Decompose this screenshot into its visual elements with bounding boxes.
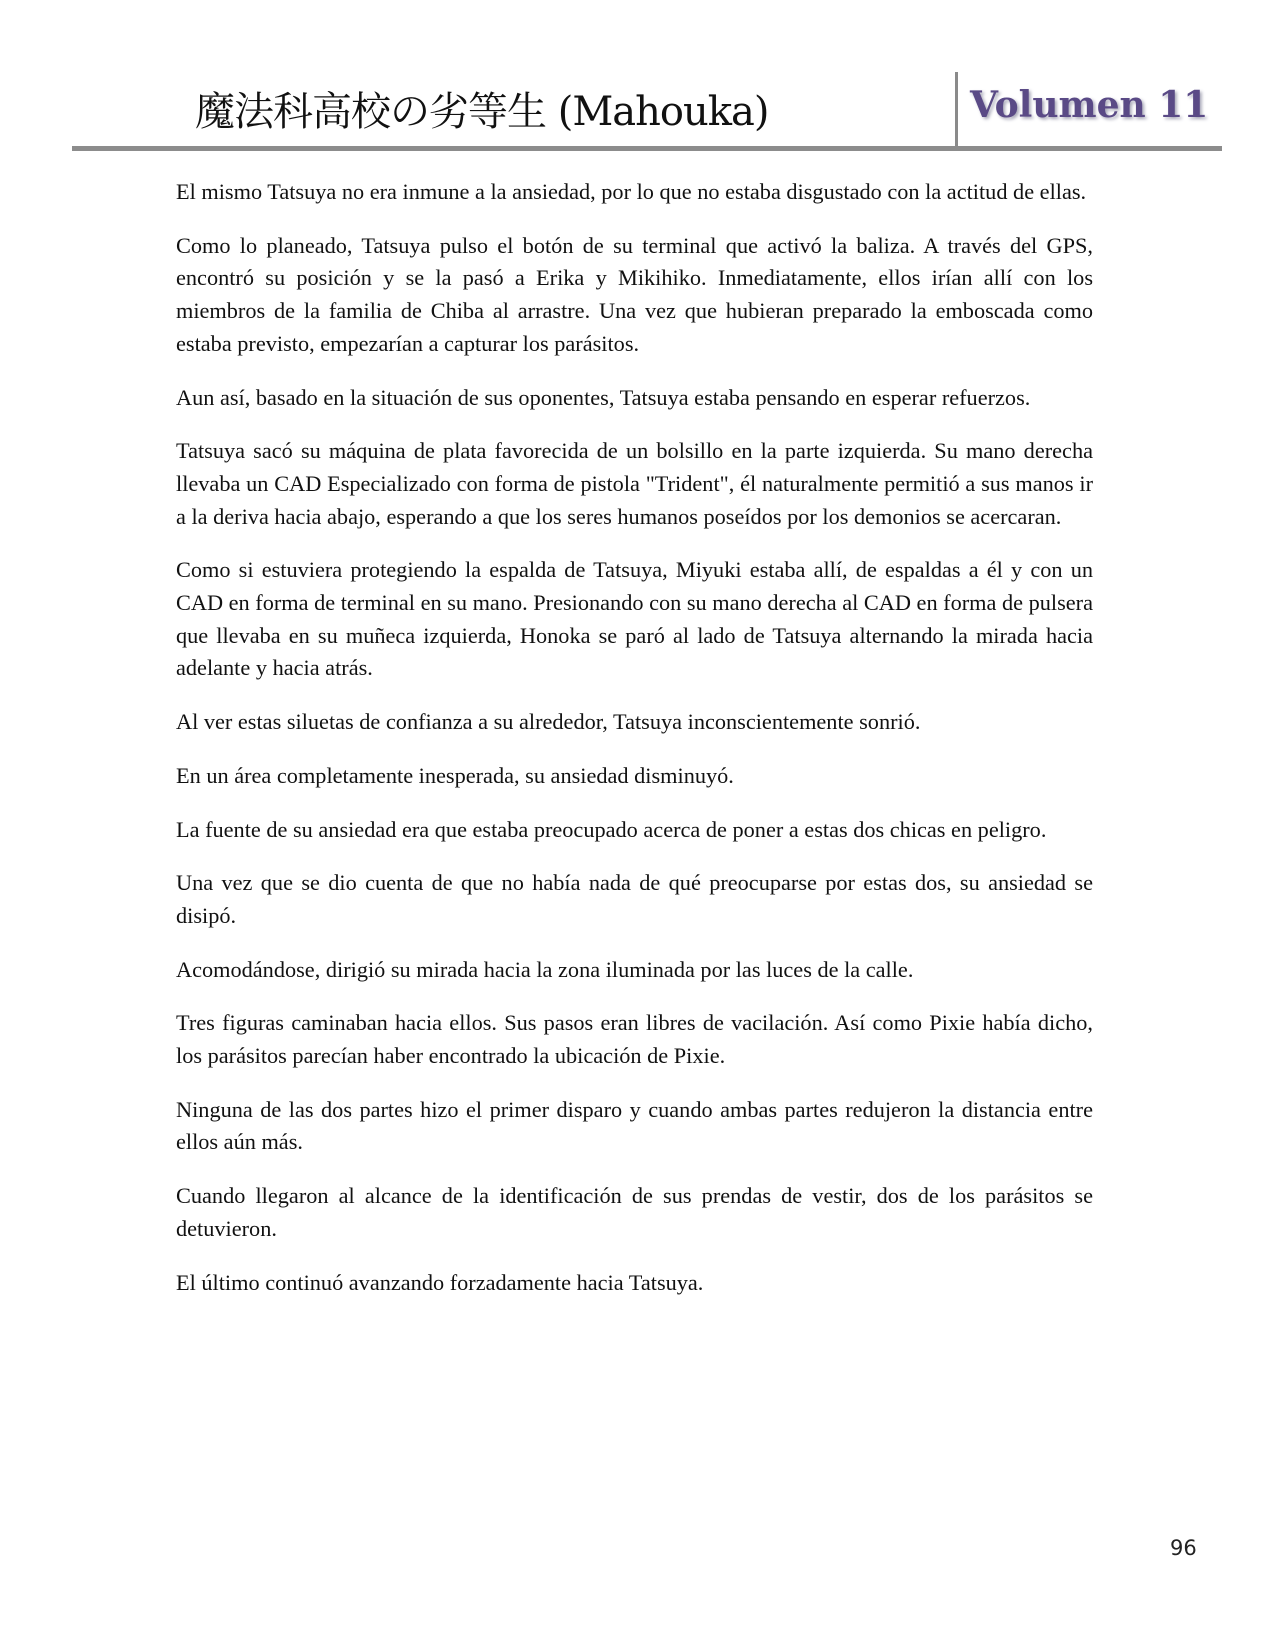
paragraph: En un área completamente inesperada, su ansiedad disminuyó. — [176, 762, 734, 788]
paragraph: Tres figuras caminaban hacia ellos. Sus pasos eran libres de vacilación. Así como Pixie había dicho, los parásitos parecían haber encontrado la ubicación de Pixie. — [176, 1010, 1093, 1069]
paragraph: El mismo Tatsuya no era inmune a la ansiedad, por lo que no estaba disgustado con la actitud de ellas. — [176, 179, 1087, 204]
volume-label: Volumen 11 — [970, 84, 1209, 126]
header-rule — [72, 146, 1222, 151]
header-divider — [955, 72, 958, 150]
paragraph: Tatsuya sacó su máquina de plata favorecida de un bolsillo en la parte izquierda. Su mano derecha llevaba un CAD Especializado con forma de pistola "Trident", él naturalmente permitió a sus manos ir a la deriva hacia abajo, esperando a que los seres humanos poseídos por los demonios se acercaran. — [176, 438, 1093, 529]
paragraph: La fuente de su ansiedad era que estaba preocupado acerca de poner a estas dos chicas en peligro. — [176, 816, 1047, 842]
paragraph: Una vez que se dio cuenta de que no había nada de qué preocuparse por estas dos, su ansiedad se disipó. — [176, 870, 1093, 928]
paragraph: Como lo planeado, Tatsuya pulso el botón de su terminal que activó la baliza. A través del GPS, encontró su posición y se la pasó a Erika y Mikihiko. Inmediatamente, ellos irían allí con los miembros de la familia de Chiba al arrastre. Una vez que hubieran preparado la emboscada como estaba previsto, empezarían a capturar los parásitos. — [176, 232, 1093, 356]
paragraph: Ninguna de las dos partes hizo el primer disparo y cuando ambas partes redujeron la distancia entre ellos aún más. — [176, 1096, 1093, 1155]
paragraph: Aun así, basado en la situación de sus oponentes, Tatsuya estaba pensando en esperar refuerzos. — [176, 384, 1031, 410]
paragraph: Al ver estas siluetas de confianza a su alrededor, Tatsuya inconscientemente sonrió. — [176, 709, 921, 735]
paragraph: Cuando llegaron al alcance de la identificación de sus prendas de vestir, dos de los parásitos se detuvieron. — [176, 1183, 1093, 1241]
paragraph: El último continuó avanzando forzadamente hacia Tatsuya. — [176, 1269, 704, 1295]
page-header — [0, 0, 1275, 160]
series-title: 魔法科高校の劣等生 (Mahouka) — [195, 89, 769, 135]
paragraph: Como si estuviera protegiendo la espalda de Tatsuya, Miyuki estaba allí, de espaldas a él y con un CAD en forma de terminal en su mano. Presionando con su mano derecha al CAD en forma de pulsera que llevaba en su muñeca izquierda, Honoka se paró al lado de Tatsuya alternando la mirada hacia adelante y hacia atrás. — [176, 557, 1093, 681]
body-text — [176, 176, 1093, 1320]
paragraph: Acomodándose, dirigió su mirada hacia la zona iluminada por las luces de la calle. — [176, 956, 914, 982]
page-number: 96 — [1170, 1536, 1197, 1560]
